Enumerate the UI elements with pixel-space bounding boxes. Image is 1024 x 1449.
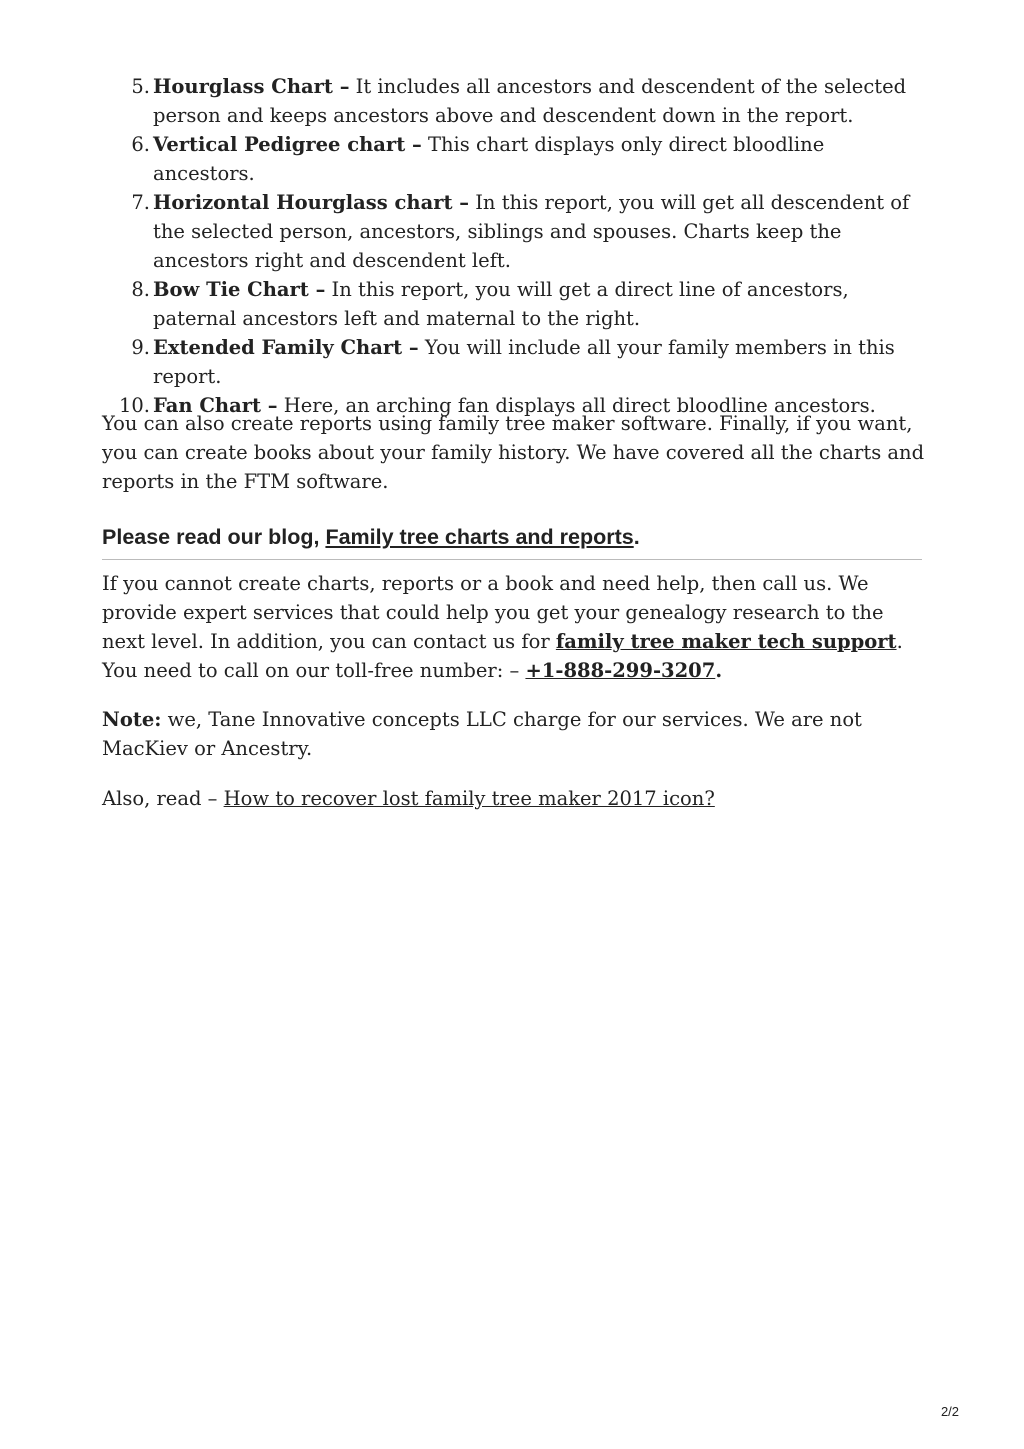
blog-heading-suffix: . — [633, 525, 640, 549]
list-text: It includes all ancestors and descendent of the selected person and keeps ancestors above and descendent down in the report. — [153, 75, 907, 127]
list-number: 9. — [131, 336, 150, 359]
also-read-link[interactable]: How to recover lost family tree maker 2017 icon? — [223, 787, 715, 810]
list-number: 5. — [131, 75, 150, 98]
list-term: Extended Family Chart – — [153, 336, 419, 359]
note-text: we, Tane Innovative concepts LLC charge for our services. We are not MacKiev or Ancestry. — [102, 708, 862, 760]
list-term: Fan Chart – — [153, 394, 278, 417]
list-item — [102, 72, 932, 130]
list-text: In this report, you will get all descendent of the selected person, ancestors, siblings and spouses. Charts keep the ancestors right and descendent left. — [153, 191, 910, 272]
list-text: You will include all your family members in this report. — [153, 336, 895, 388]
note-paragraph — [102, 705, 927, 763]
list-text: Here, an arching fan displays all direct bloodline ancestors. — [277, 394, 876, 417]
help-text-part2: . You need to call on our toll-free number: – — [102, 630, 903, 682]
list-item — [102, 188, 932, 275]
list-number: 8. — [131, 278, 150, 301]
list-term: Vertical Pedigree chart – — [153, 133, 422, 156]
list-number: 6. — [131, 133, 150, 156]
phone-number-link[interactable]: +1-888-299-3207 — [525, 659, 716, 682]
help-paragraph — [102, 569, 927, 685]
blog-heading — [102, 521, 922, 553]
heading-divider — [102, 559, 922, 560]
list-term: Hourglass Chart – — [153, 75, 350, 98]
list-number: 7. — [131, 191, 150, 214]
also-read-prefix: Also, read – — [102, 787, 224, 810]
tech-support-link[interactable]: family tree maker tech support — [555, 630, 897, 653]
also-read-paragraph — [102, 784, 927, 813]
chart-types-list — [102, 72, 932, 420]
intro-paragraph: You can also create reports using family tree maker software. Finally, if you want, you can create books about your family history. We have covered all the charts and reports in the FTM software. — [102, 412, 925, 493]
blog-heading-prefix: Please read our blog, — [102, 525, 326, 549]
help-text-part1: If you cannot create charts, reports or a book and need help, then call us. We provide expert services that could help you get your genealogy research to the next level. In addition, you can contact us for — [102, 572, 884, 653]
note-label: Note: — [102, 708, 162, 731]
list-item — [102, 275, 932, 333]
help-text-part3: . — [715, 659, 723, 682]
blog-link[interactable]: Family tree charts and reports — [325, 525, 634, 549]
list-item — [102, 130, 932, 188]
list-text: This chart displays only direct bloodline ancestors. — [153, 133, 825, 185]
list-number: 10. — [118, 394, 150, 417]
list-term: Bow Tie Chart – — [153, 278, 326, 301]
list-item — [102, 333, 932, 391]
list-text: In this report, you will get a direct line of ancestors, paternal ancestors left and maternal to the right. — [153, 278, 849, 330]
list-term: Horizontal Hourglass chart – — [153, 191, 470, 214]
page-number: 2/2 — [940, 1404, 960, 1419]
